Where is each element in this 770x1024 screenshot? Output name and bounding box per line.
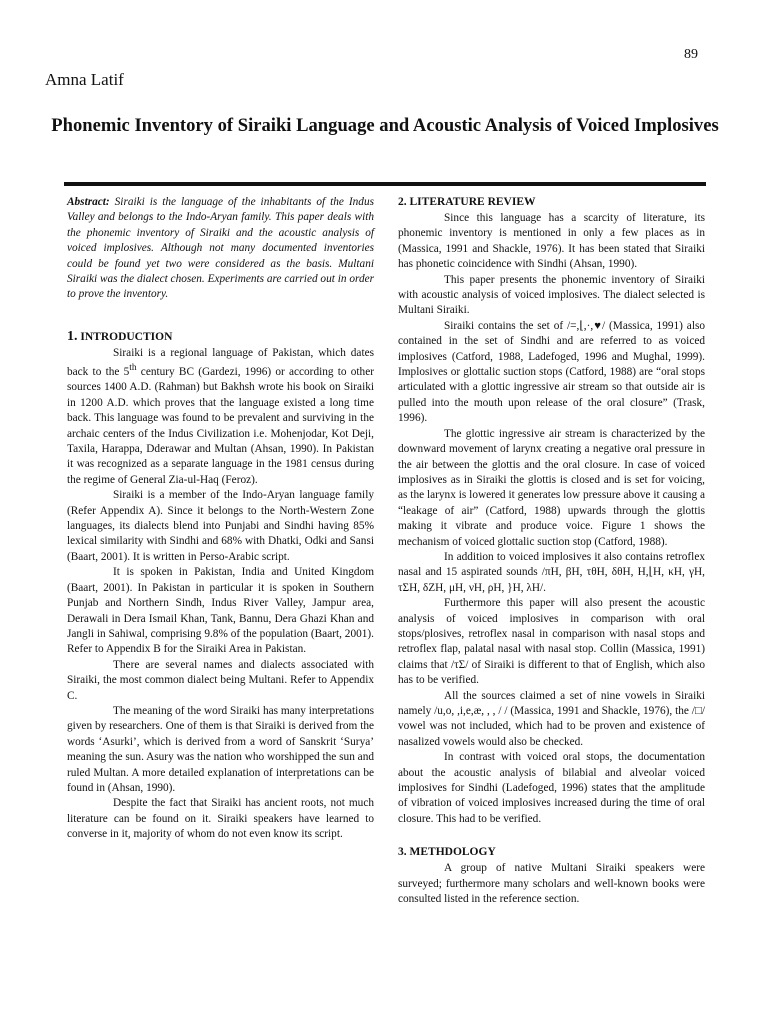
section-number: 1.	[67, 328, 78, 344]
paragraph: All the sources claimed a set of nine vowels in Siraiki namely /u,o, ,i,e,æ, , , / / (Massica, 1991 and Shackle, 1976), the /□/ vowel was not included, which had to be proven and existence of nasalized vowels would also be checked.	[398, 689, 705, 748]
paragraph: The meaning of the word Siraiki has many interpretations given by researchers. One of them is that Siraiki is derived from the words ‘Asurki’, which is derived from a word of Sanskrit ‘Surya’ meaning the sun. Asury was the nation who worshipped the sun and ruled Multan. A more detailed explanation of interpretations can be found in (Ahsan, 1990).	[67, 704, 375, 794]
abstract-label: Abstract:	[67, 196, 110, 208]
paragraph: In addition to voiced implosives it also contains retroflex nasal and 15 aspirated sounds /πH, βH, τθH, δθH, H,⌊H, κH, γH, τΣH, δZH, μH, νH, ρH, }H, λH/.	[398, 550, 705, 594]
section-heading-methodology: 3. METHDOLOGY	[398, 846, 496, 859]
page-number: 89	[684, 47, 698, 62]
paragraph: Since this language has a scarcity of literature, its phonemic inventory is mentioned in only a few places as in (Massica, 1991 and Shackle, 1976). It has been stated that Siraiki has phonetic coincidence with Sindhi (Ahsan, 1990).	[398, 212, 705, 271]
section-title: INTRODUCTION	[80, 330, 173, 343]
right-column	[398, 195, 705, 907]
abstract-text: Siraiki is the language of the inhabitants of the Indus Valley and belongs to the Indo-Aryan family. This paper deals with the phonemic inventory of Siraiki and the acoustic analysis of voiced implosives. Although not many documented inventories could be found yet two were considered as the basis. Multani Siraiki was the dialect chosen. Experiments are carried out in order to prove the inventory.	[67, 196, 374, 301]
paragraph: In contrast with voiced oral stops, the documentation about the acoustic analysis of bilabial and alveolar voiced implosives for Sindhi (Ladefoged, 1996) states that the amplitude of vibration of voiced implosives increased during the time of oral closure. This had to be verified.	[398, 751, 705, 825]
abstract	[67, 195, 374, 303]
paragraph: Furthermore this paper will also present the acoustic analysis of voiced implosives in comparison with oral stops/plosives, retroflex nasal in comparison with nasal stops and retroflex flap, palatal nasal with nasal stop. Collin (Massica, 1991) claims that /τΣ/ of Siraiki is different to that of English, which also has to be verified.	[398, 597, 705, 687]
section-heading-literature-review: 2. LITERATURE REVIEW	[398, 196, 536, 208]
running-header-author: Amna Latif	[45, 70, 124, 89]
paragraph: There are several names and dialects associated with Siraiki, the most common dialect being Multani. Refer to Appendix C.	[67, 658, 374, 702]
paragraph: Siraiki is a member of the Indo-Aryan language family (Refer Appendix A). Since it belongs to the North-Western Zone languages, its dialects blend into Punjabi and Sindhi having 85% lexical similarity with Sindhi and 68% with Dhatki, Odki and Sansi (Baart, 2001). It is written in Perso-Arabic script.	[67, 489, 374, 563]
paragraph: This paper presents the phonemic inventory of Siraiki with acoustic analysis of voiced implosives. The dialect selected is Multani Siraiki.	[398, 273, 705, 317]
paragraph: It is spoken in Pakistan, India and United Kingdom (Baart, 2001). In Pakistan in particular it is spoken in Southern Punjab and Northern Sindh, Indus River Valley, Jampur area, Derawali in Dera Ismail Khan, Tank, Bannu, Dera Ghazi Khan and Jangli in Sahiwal, comprising 9.8% of the population (Baart, 2001). Refer to Appendix B for the Siraiki Area in Pakistan.	[67, 566, 374, 656]
paragraph	[67, 346, 374, 488]
section-heading-introduction	[67, 329, 374, 345]
superscript: th	[129, 363, 137, 374]
paragraph: Despite the fact that Siraiki has ancient roots, not much literature can be found on it. Siraiki speakers have learned to converse in it, majority of whom do not even know its script.	[67, 797, 374, 841]
text-run: century BC (Gardezi, 1996) or according to other sources 1400 A.D. (Rahman) but Bakhsh wrote his book on Siraiki in 1200 A.D. which proves that the language existed a long time back. This language was found to be prevalent and surviving in the archaic centers of the Indus Civilization i.e. Mohenjodar, Kot Deji, Taxila, Harappa, Dderawar and Multan (Ahsan, 1990). In Pakistan it was recognized as a separate language in the 1981 census during the regime of General Zia-ul-Haq (Feroz).	[67, 366, 374, 486]
text-run: Siraiki is a regional language of Pakistan, which dates back to the 5	[67, 346, 374, 379]
paragraph: The glottic ingressive air stream is characterized by the downward movement of larynx creating a negative oral pressure in the air between the glottis and the oral closure. In case of voiced implosives as in Siraiki the glottis is closed and is set for voicing, as the larynx is lowered it generates low pressure above it causing a “leakage of air” (Catford, 1988) upwards through the glottis making it vibrate and produce voice. Figure 1 shows the mechanism of voiced glottalic suction stop (Catford, 1988).	[398, 427, 705, 548]
left-column	[67, 195, 374, 843]
paragraph: A group of native Multani Siraiki speakers were surveyed; furthermore many scholars and well-known books were consulted listed in the reference section.	[398, 862, 705, 906]
paragraph: Siraiki contains the set of /=,⌊,·,♥/ (Massica, 1991) also contained in the set of Sindhi and are referred to as voiced implosives (Catford, 1988, Ladefoged, 1996 and Mughal, 1999). Implosives or glottalic suction stops (Catford, 1988) are “oral stops articulated with a glottic ingressive air stream so that outside air is pulled into the mouth upon release of the oral closure” (Trask, 1996).	[398, 319, 705, 425]
paper-title: Phonemic Inventory of Siraiki Language and Acoustic Analysis of Voiced Implosives	[51, 115, 719, 136]
title-divider	[64, 182, 706, 186]
